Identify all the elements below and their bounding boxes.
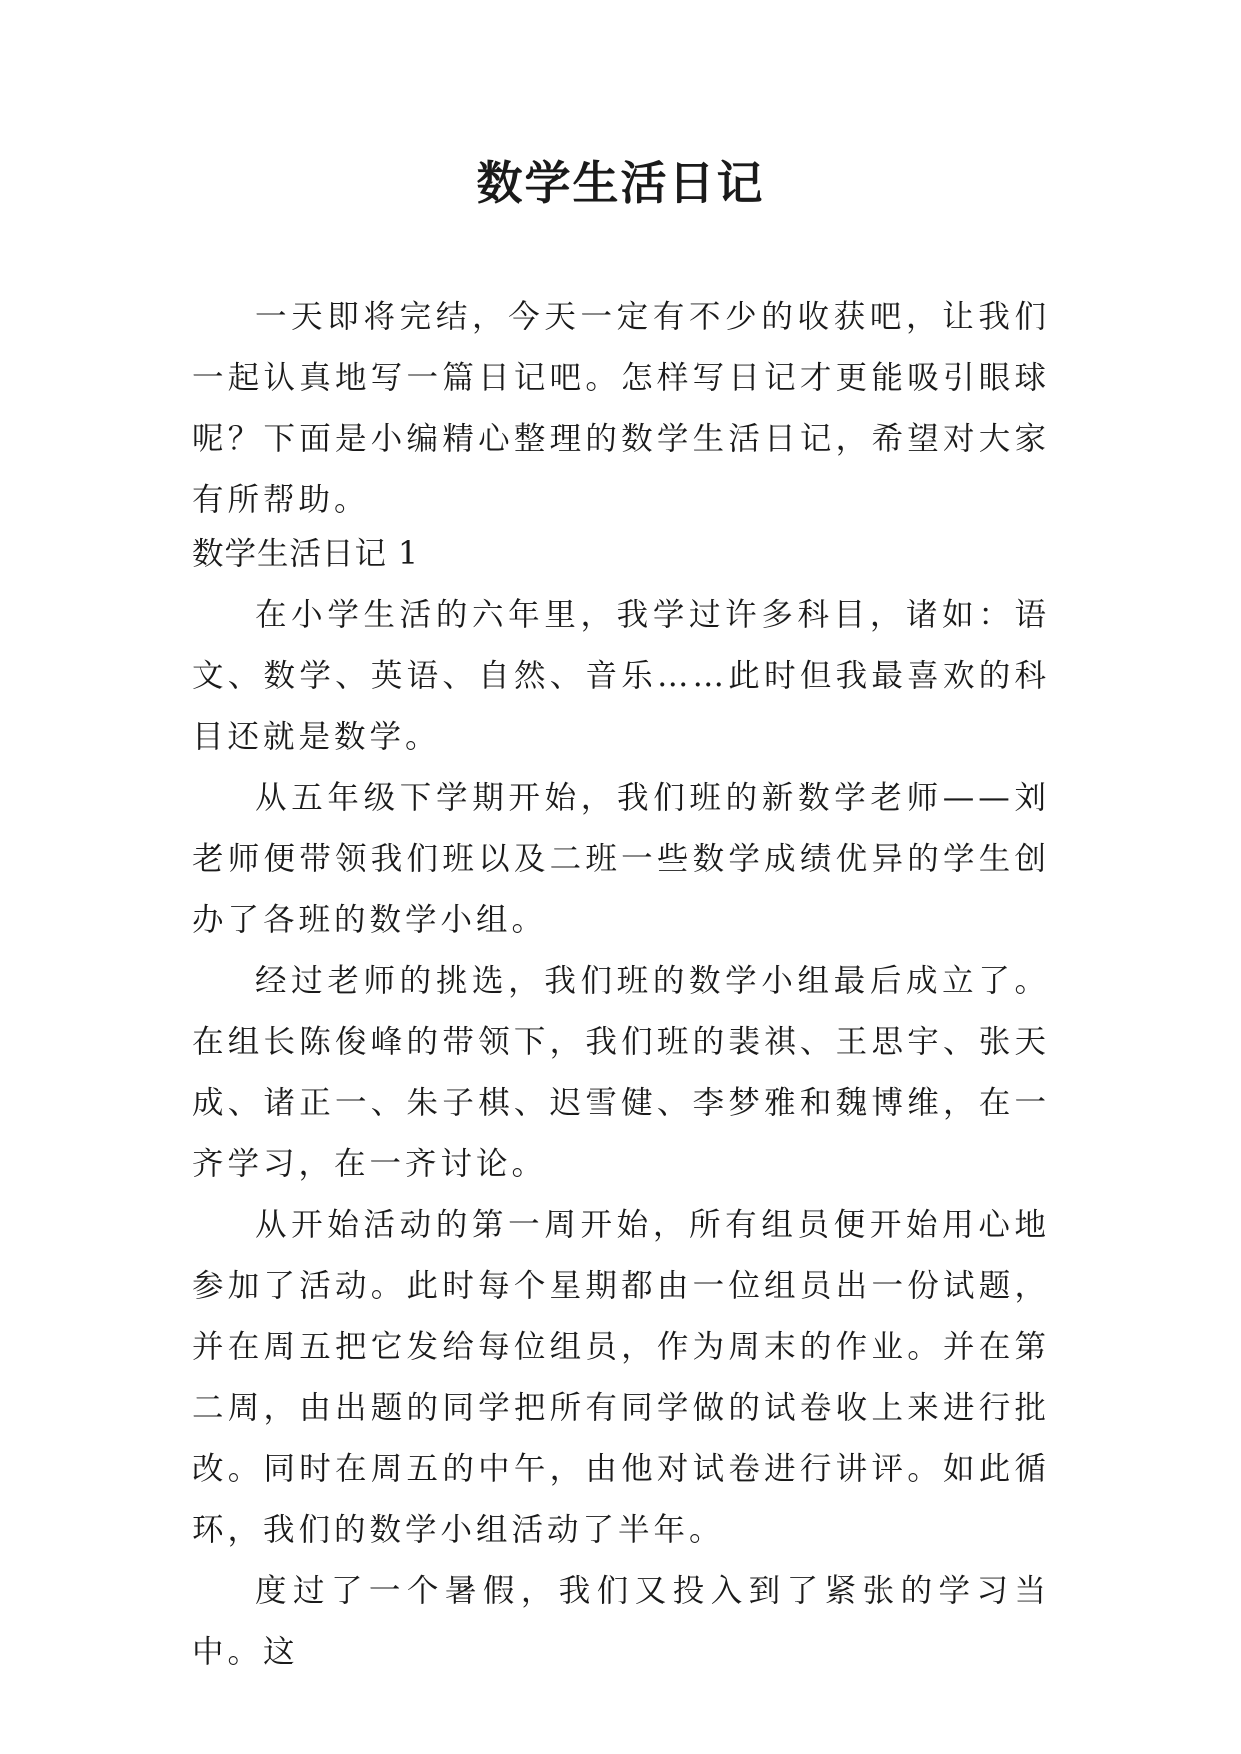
body-paragraph: 从五年级下学期开始，我们班的新数学老师——刘老师便带领我们班以及二班一些数学成绩优异的学生创办了各班的数学小组。 <box>192 780 1050 938</box>
page-title: 数学生活日记 <box>476 156 765 210</box>
body-paragraph: 从开始活动的第一周开始，所有组员便开始用心地参加了活动。此时每个星期都由一位组员出一份试题，并在周五把它发给每位组员，作为周末的作业。并在第二周，由出题的同学把所有同学做的试卷收上来进行批改。同时在周五的中午，由他对试卷进行讲评。如此循环，我们的数学小组活动了半年。 <box>192 1207 1050 1548</box>
intro-block <box>192 287 1050 531</box>
section-heading: 数学生活日记 1 <box>192 536 420 572</box>
intro-paragraph: 一天即将完结，今天一定有不少的收获吧，让我们一起认真地写一篇日记吧。怎样写日记才更能吸引眼球呢？下面是小编精心整理的数学生活日记，希望对大家有所帮助。 <box>192 299 1050 518</box>
diary-section <box>192 524 1050 1683</box>
body-paragraph: 度过了一个暑假，我们又投入到了紧张的学习当中。这 <box>192 1573 1050 1670</box>
body-paragraph: 经过老师的挑选，我们班的数学小组最后成立了。在组长陈俊峰的带领下，我们班的裴祺、王思宇、张天成、诸正一、朱子棋、迟雪健、李梦雅和魏博维，在一齐学习，在一齐讨论。 <box>192 963 1050 1182</box>
body-paragraph: 在小学生活的六年里，我学过许多科目，诸如：语文、数学、英语、自然、音乐……此时但我最喜欢的科目还就是数学。 <box>192 597 1050 755</box>
